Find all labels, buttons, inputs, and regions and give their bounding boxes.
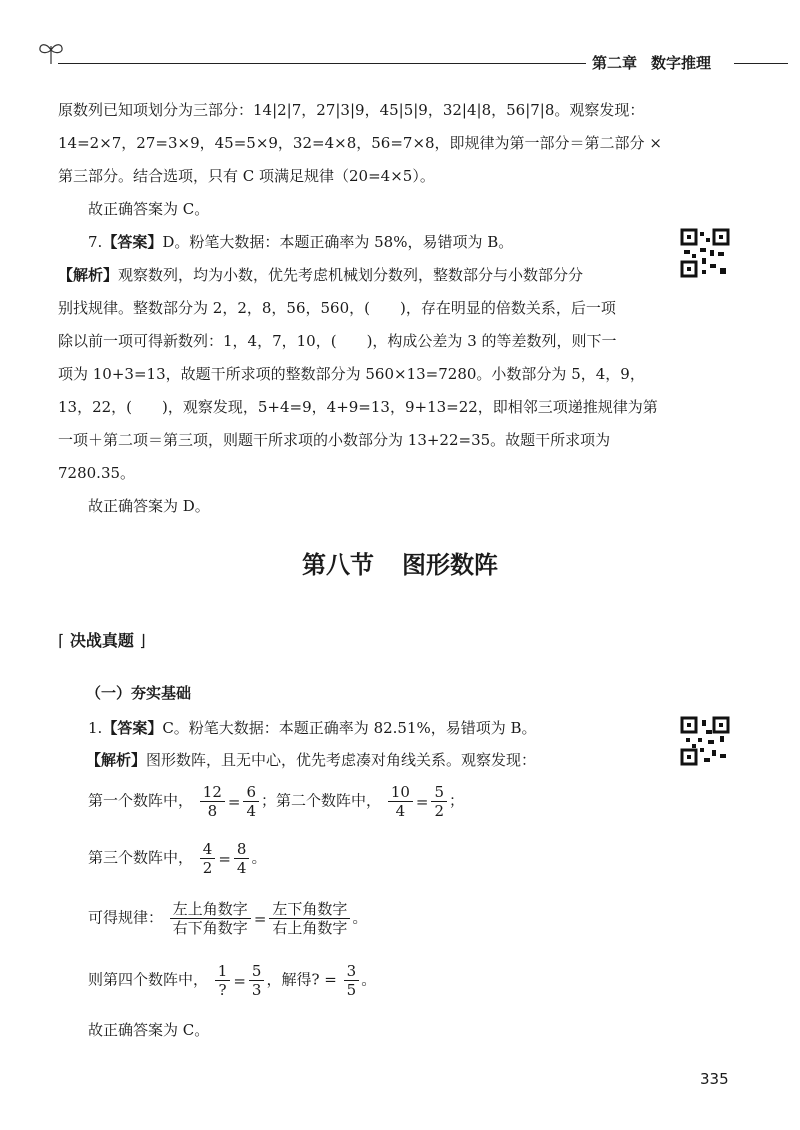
math-line-4: 则第四个数阵中， $\frac{1}{?}$ = $\frac{5}{3}$ ，解得? = $\frac{3}{5}$ 。 — [88, 962, 377, 999]
math-line-1: 第一个数阵中， $\frac{12}{8}$ = $\frac{6}{4}$ ；第二个数阵中， $\frac{10}{4}$ = $\frac{5}{2}$ ； — [88, 783, 465, 820]
text-line: 别找规律。整数部分为 2，2，8，56，560，( )，存在明显的倍数关系，后一项 — [58, 299, 616, 317]
text-line: 第三部分。结合选项，只有 C 项满足规律（20=4×5）。 — [58, 167, 435, 185]
text-line: 7280.35。 — [58, 464, 136, 482]
fraction: $\frac{\text{左上角数字}}{\text{右下角数字}}$ — [170, 900, 251, 937]
fraction: $\frac{\text{左下角数字}}{\text{右上角数字}}$ — [269, 900, 350, 937]
fraction: $\frac{5}{2}$ — [431, 783, 447, 820]
text-line: 13，22，( )，观察发现，5+4=9，4+9=13，9+13=22，即相邻三项递推规律为第 — [58, 398, 658, 416]
fraction: $\frac{8}{4}$ — [234, 840, 250, 877]
fraction: $\frac{10}{4}$ — [388, 783, 413, 820]
text-line: 项为 10+3=13，故题干所求项的整数部分为 560×13=7280。小数部分为 5，4，9， — [58, 365, 645, 383]
fraction: $\frac{4}{2}$ — [200, 840, 216, 877]
conclusion-line: 故正确答案为 D。 — [88, 497, 210, 515]
section-name: 图形数阵 — [402, 551, 498, 579]
subheading: （一）夯实基础 — [86, 684, 192, 702]
conclusion-line: 故正确答案为 C。 — [88, 200, 210, 218]
qr-code-icon[interactable] — [680, 716, 730, 766]
text-line: 原数列已知项划分为三部分：14|2|7，27|3|9，45|5|9，32|4|8，56|7|8。观察发现： — [58, 101, 645, 119]
text-line: 一项＋第二项＝第三项，则题干所求项的小数部分为 13+22=35。故题干所求项为 — [58, 431, 611, 449]
page-number: 335 — [700, 1070, 729, 1088]
q1-analysis: 【解析】图形数阵，且无中心，优先考虑凑对角线关系。观察发现： — [86, 751, 537, 769]
section-number: 第八节 — [302, 551, 374, 579]
conclusion-line: 故正确答案为 C。 — [88, 1021, 210, 1039]
fraction: $\frac{12}{8}$ — [200, 783, 225, 820]
chapter-title: 数字推理 — [651, 54, 712, 72]
text-line: 除以前一项可得新数列：1，4，7，10，( )，构成公差为 3 的等差数列，则下一 — [58, 332, 617, 350]
running-header — [592, 52, 725, 73]
fraction: $\frac{3}{5}$ — [344, 962, 360, 999]
q1-answer: 1.【答案】C。粉笔大数据：本题正确率为 82.51%，易错项为 B。 — [88, 719, 537, 737]
math-line-2: 第三个数阵中， $\frac{4}{2}$ = $\frac{8}{4}$ 。 — [88, 840, 267, 877]
fraction: $\frac{6}{4}$ — [243, 783, 259, 820]
fraction: $\frac{5}{3}$ — [249, 962, 265, 999]
fraction: $\frac{1}{?}$ — [215, 962, 231, 999]
q7-answer: 7.【答案】D。粉笔大数据：本题正确率为 58%，易错项为 B。 — [88, 233, 514, 251]
math-line-3: 可得规律： $\frac{\text{左上角数字}}{\text{右下角数字}}$ = $\frac{\text{左下角数字}}{\text{右上角数字}}$ 。 — [88, 900, 368, 937]
qr-code-icon[interactable] — [680, 228, 730, 278]
section-title — [0, 545, 800, 580]
practice-banner: ⌈ 决战真题 ⌋ — [58, 631, 146, 650]
q7-analysis: 【解析】观察数列，均为小数，优先考虑机械划分数列，整数部分与小数部分分 — [58, 266, 584, 284]
text-line: 14=2×7，27=3×9，45=5×9，32=4×8，56=7×8，即规律为第一部分＝第二部分 × — [58, 134, 662, 152]
chapter-label: 第二章 — [592, 54, 638, 72]
